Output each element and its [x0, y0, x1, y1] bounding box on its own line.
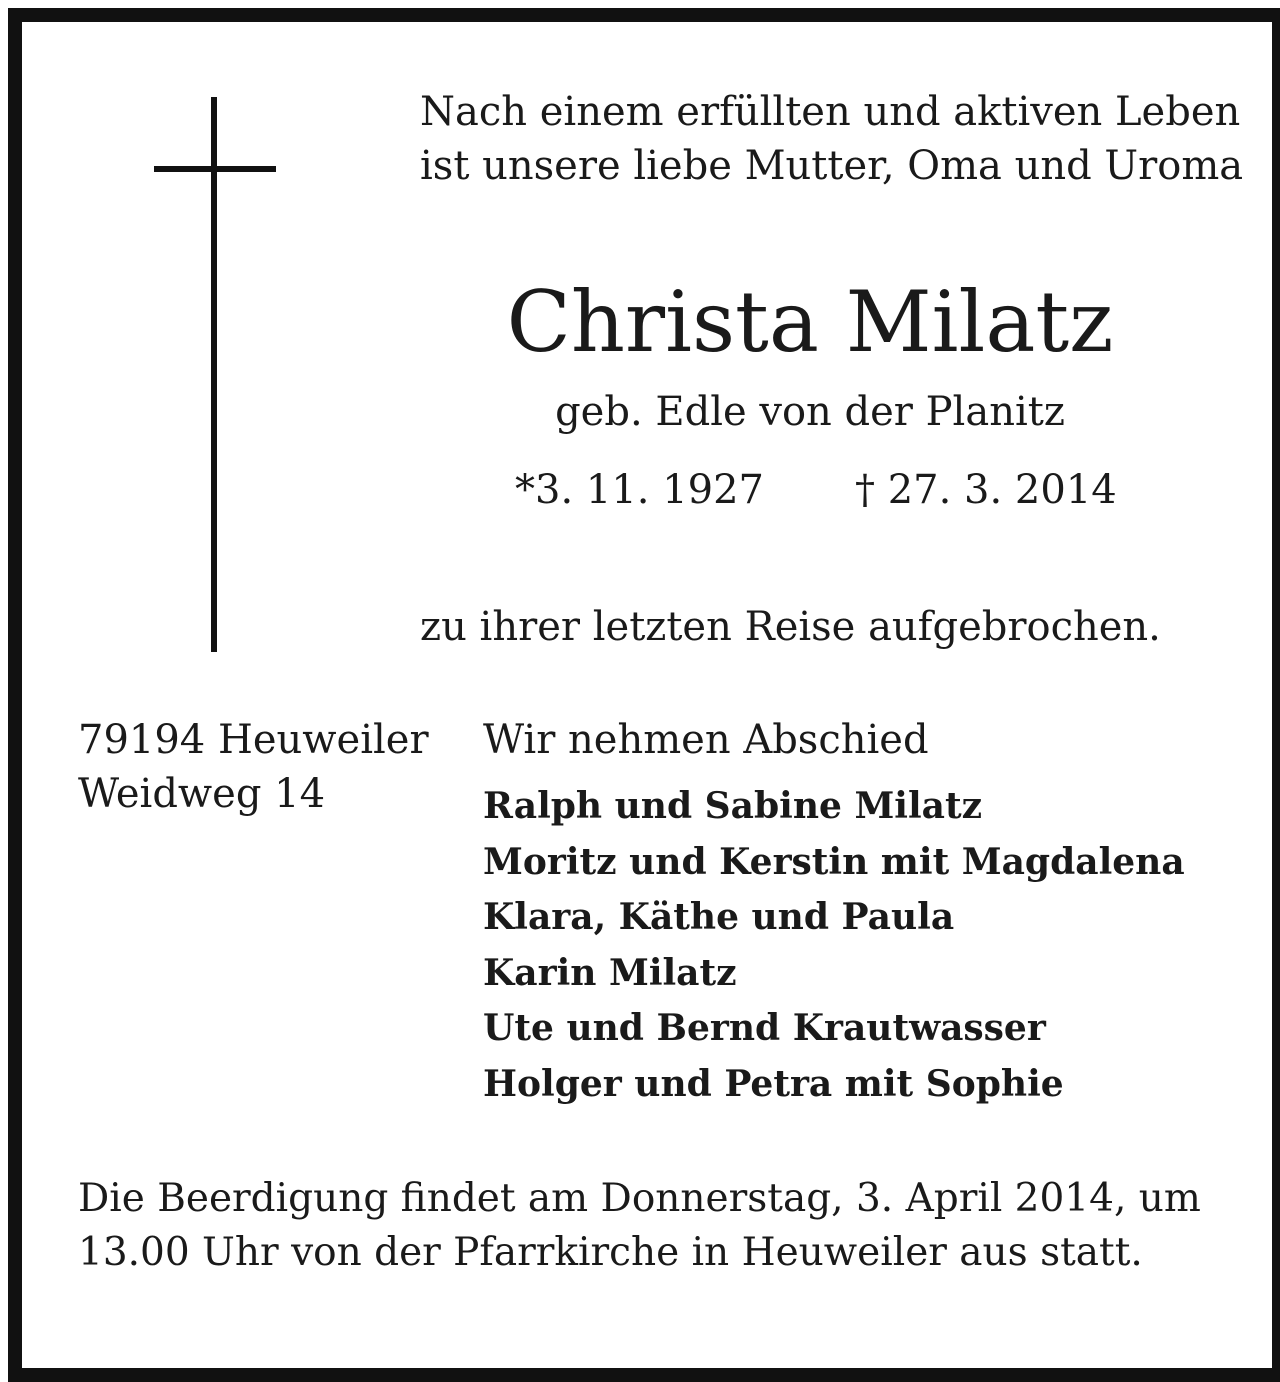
family-member: Klara, Käthe und Paula — [483, 896, 955, 938]
intro-line-1: Nach einem erfüllten und aktiven Leben — [420, 89, 1241, 135]
farewell-heading: Wir nehmen Abschied — [483, 717, 929, 763]
intro-text — [420, 85, 1243, 193]
deceased-name: Christa Milatz — [506, 273, 1114, 371]
family-member: Ute und Bernd Krautwasser — [483, 1007, 1046, 1049]
funeral-notice — [78, 1172, 1201, 1280]
closing-text: zu ihrer letzten Reise aufgebrochen. — [420, 604, 1161, 650]
address-line-2: Weidweg 14 — [78, 771, 326, 817]
birth-date: *3. 11. 1927 — [515, 467, 765, 513]
family-list — [483, 779, 1185, 1112]
cross-icon-vertical-bar — [211, 97, 217, 652]
funeral-line-2: 13.00 Uhr von der Pfarrkirche in Heuweiler aus statt. — [78, 1230, 1143, 1275]
funeral-line-1: Die Beerdigung findet am Donnerstag, 3. April 2014, um — [78, 1176, 1201, 1221]
family-member: Karin Milatz — [483, 951, 737, 994]
family-member: Ralph und Sabine Milatz — [483, 785, 983, 827]
intro-line-2: ist unsere liebe Mutter, Oma und Uroma — [420, 143, 1244, 189]
address — [78, 713, 429, 821]
cross-icon-horizontal-bar — [154, 166, 276, 172]
maiden-name: geb. Edle von der Planitz — [555, 389, 1065, 435]
address-line-1: 79194 Heuweiler — [78, 717, 429, 763]
death-date: † 27. 3. 2014 — [855, 467, 1117, 513]
family-member: Moritz und Kerstin mit Magdalena — [483, 840, 1185, 883]
family-member: Holger und Petra mit Sophie — [483, 1062, 1064, 1105]
